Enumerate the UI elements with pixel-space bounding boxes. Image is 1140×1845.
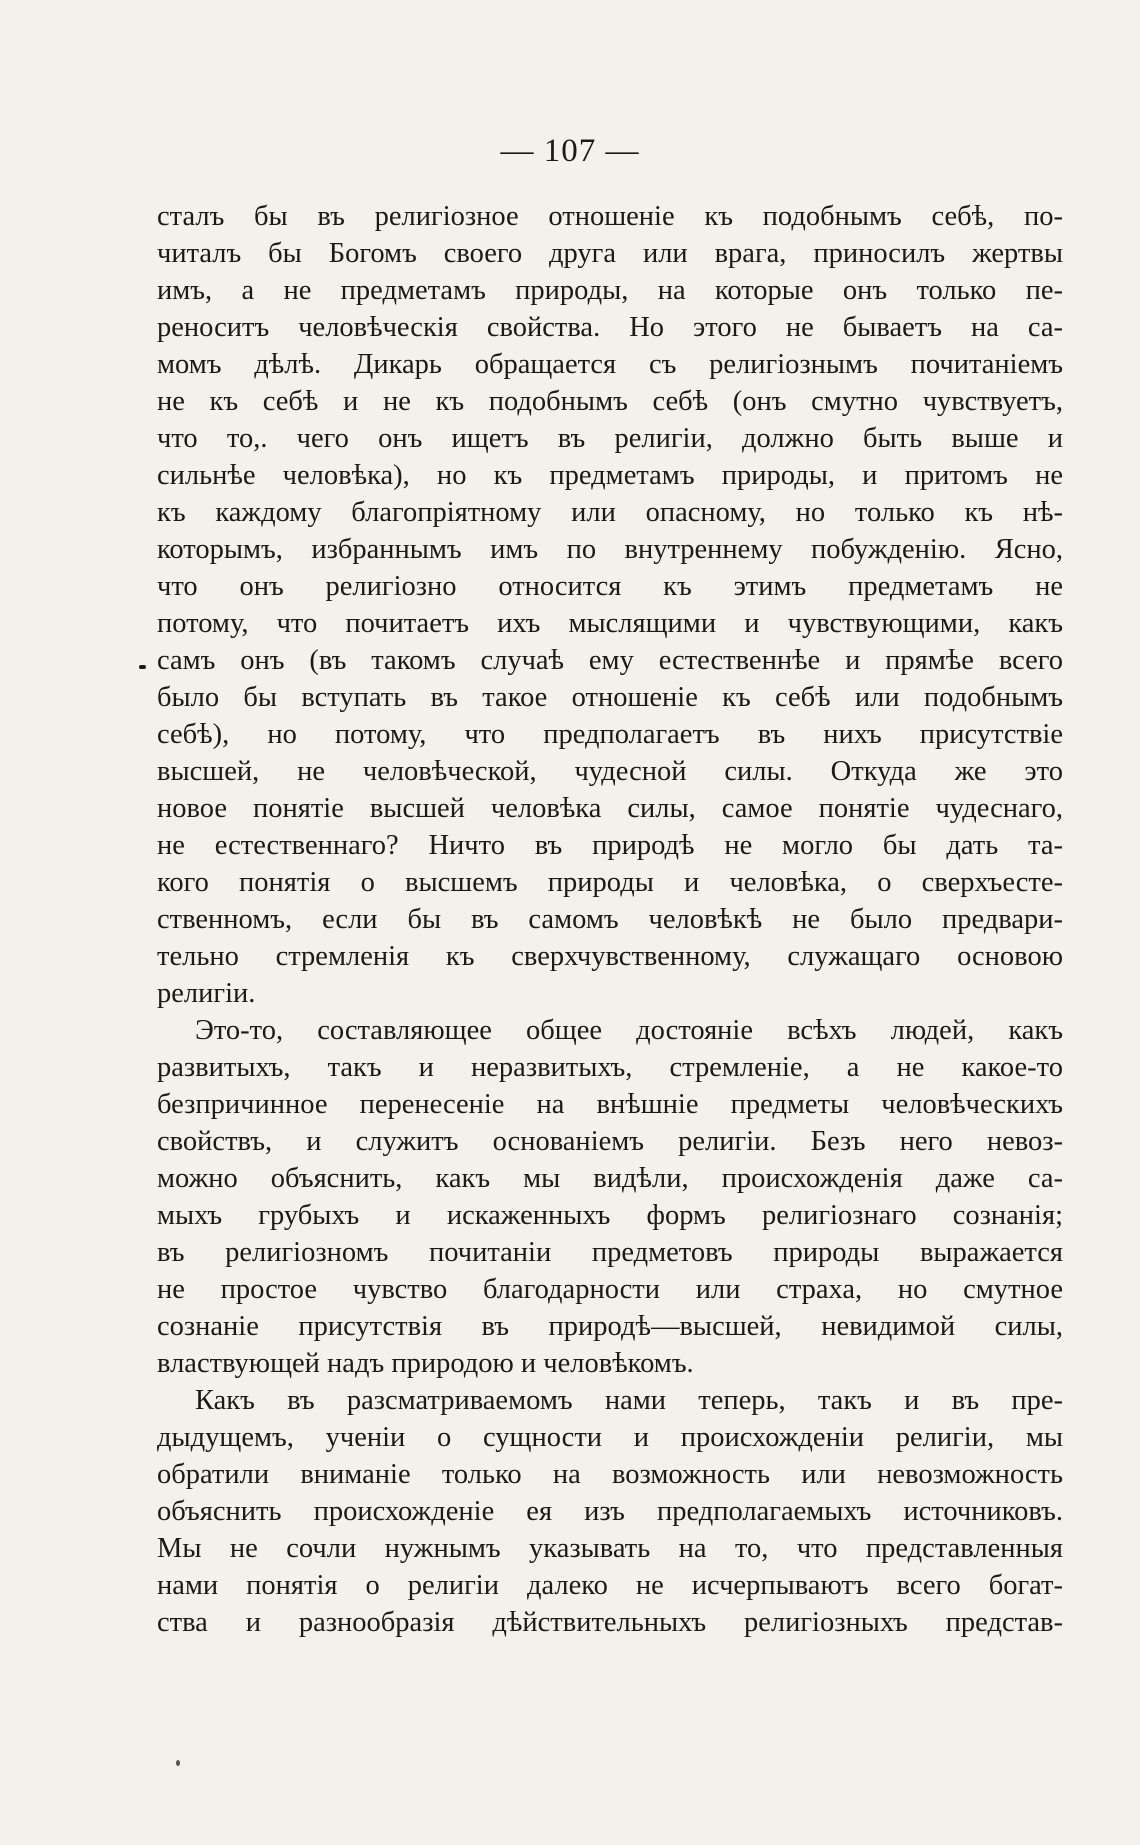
text-line: реноситъ человѣческія свойства. Но этого не бываетъ на са- (157, 312, 1063, 343)
text-line: объяснить происхожденіе ея изъ предполагаемыхъ источниковъ. (157, 1496, 1063, 1527)
text-line: новое понятіе высшей человѣка силы, самое понятіе чудеснаго, (157, 793, 1063, 824)
text-line: тельно стремленія къ сверхчувственному, служащаго основою (157, 941, 1063, 972)
text-line: потому, что почитаетъ ихъ мыслящими и чувствующими, какъ (157, 608, 1063, 639)
text-line: момъ дѣлѣ. Дикарь обращается съ религіознымъ почитаніемъ (157, 349, 1063, 380)
text-line: что онъ религіозно относится къ этимъ предметамъ не (157, 571, 1063, 602)
text-line: было бы вступать въ такое отношеніе къ себѣ или подобнымъ (157, 682, 1063, 713)
text-line: дыдущемъ, ученіи о сущности и происхожденіи религіи, мы (157, 1422, 1063, 1453)
text-line: кого понятія о высшемъ природы и человѣка, о сверхъесте- (157, 867, 1063, 898)
text-line: къ каждому благопріятному или опасному, но только къ нѣ- (157, 497, 1063, 528)
text-line: развитыхъ, такъ и неразвитыхъ, стремленіе, а не какое-то (157, 1052, 1063, 1083)
body-text (157, 198, 1063, 1641)
text-line: читалъ бы Богомъ своего друга или врага, приносилъ жертвы (157, 238, 1063, 269)
text-line: высшей, не человѣческой, чудесной силы. Откуда же это (157, 756, 1063, 787)
text-line: себѣ), но потому, что предполагаетъ въ нихъ присутствіе (157, 719, 1063, 750)
text-line: въ религіозномъ почитаніи предметовъ природы выражается (157, 1237, 1063, 1268)
margin-mark (139, 665, 146, 669)
text-line: свойствъ, и служитъ основаніемъ религіи. Безъ него невоз- (157, 1126, 1063, 1157)
text-line: мыхъ грубыхъ и искаженныхъ формъ религіознаго сознанія; (157, 1200, 1063, 1231)
text-line: не естественнаго? Ничто въ природѣ не могло бы дать та- (157, 830, 1063, 861)
paragraph-first-line: Какъ въ разсматриваемомъ нами теперь, такъ и въ пре- (195, 1385, 1063, 1416)
text-line: нами понятія о религіи далеко не исчерпываютъ всего богат- (157, 1570, 1063, 1601)
text-line: не простое чувство благодарности или страха, но смутное (157, 1274, 1063, 1305)
paper-speck (176, 1760, 180, 1766)
paragraph-first-line: Это-то, составляющее общее достояніе всѣхъ людей, какъ (195, 1015, 1063, 1046)
text-line: самъ онъ (въ такомъ случаѣ ему естественнѣе и прямѣе всего (157, 645, 1063, 676)
page-number: — 107 — (500, 133, 640, 169)
text-line: можно объяснить, какъ мы видѣли, происхожденія даже са- (157, 1163, 1063, 1194)
text-line: которымъ, избраннымъ имъ по внутреннему побужденію. Ясно, (157, 534, 1063, 565)
text-line: сталъ бы въ религіозное отношеніе къ подобнымъ себѣ, по- (157, 201, 1063, 232)
text-line: Мы не сочли нужнымъ указывать на то, что представленныя (157, 1533, 1063, 1564)
text-line: ства и разнообразія дѣйствительныхъ религіозныхъ представ- (157, 1607, 1063, 1638)
text-line: обратили вниманіе только на возможность или невозможность (157, 1459, 1063, 1490)
text-line: сильнѣе человѣка), но къ предметамъ природы, и притомъ не (157, 460, 1063, 491)
text-line: ственномъ, если бы въ самомъ человѣкѣ не было предвари- (157, 904, 1063, 935)
text-line: не къ себѣ и не къ подобнымъ себѣ (онъ смутно чувствуетъ, (157, 386, 1063, 417)
text-line: религіи. (157, 978, 256, 1009)
text-line: безпричинное перенесеніе на внѣшніе предметы человѣческихъ (157, 1089, 1063, 1120)
text-line: имъ, а не предметамъ природы, на которые онъ только пе- (157, 275, 1063, 306)
text-line: властвующей надъ природою и человѣкомъ. (157, 1348, 694, 1379)
text-line: что то,. чего онъ ищетъ въ религіи, должно быть выше и (157, 423, 1063, 454)
text-line: сознаніе присутствія въ природѣ—высшей, невидимой силы, (157, 1311, 1063, 1342)
